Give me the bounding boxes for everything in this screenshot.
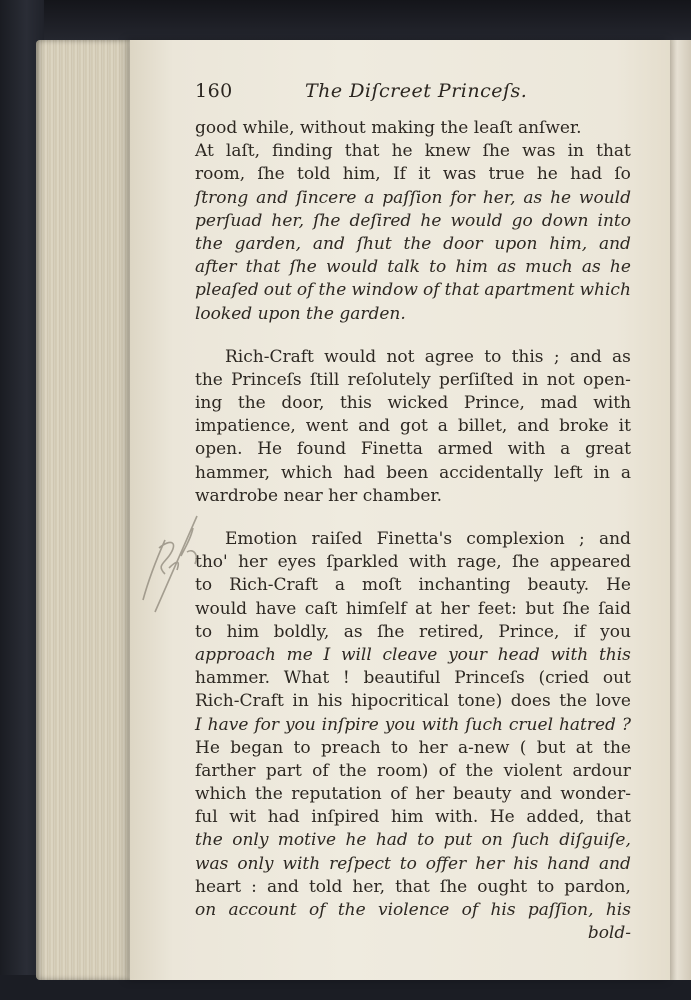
paragraph-gap — [195, 326, 631, 346]
text-line: Rich-Craft in his hipocritical tone) does the love — [195, 691, 631, 712]
text-line: approach me I will cleave your head with this — [195, 644, 631, 665]
text-line: ful wit had inſpired him with. He added, that — [195, 807, 631, 828]
book-cover-top — [0, 0, 691, 40]
paragraph-gap — [195, 508, 631, 528]
text-line: tho' her eyes ſparkled with rage, ſhe appeared — [195, 552, 631, 573]
text-line: ſtrong and ſincere a paſſion for her, as he would — [195, 187, 631, 208]
text-line: to him boldly, as ſhe retired, Prince, if you — [195, 621, 631, 642]
text-line: farther part of the room) of the violent ardour — [195, 760, 631, 781]
page-number: 160 — [195, 80, 233, 102]
text-line: wardrobe near her chamber. — [195, 485, 443, 506]
text-line: open. He found Finetta armed with a great — [195, 439, 631, 460]
text-line: bold- — [587, 923, 631, 944]
text-line: after that ſhe would talk to him as much as he — [195, 257, 631, 278]
right-page-edge — [668, 40, 691, 980]
text-line: I have for you inſpire you with ſuch cruel hatred ? — [195, 714, 631, 735]
text-line: ing the door, this wicked Prince, mad with — [195, 393, 631, 414]
text-line: impatience, went and got a billet, and broke it — [195, 416, 631, 437]
text-line: hammer. What ! beautiful Princeſs (cried out — [195, 668, 631, 689]
text-line: was only with reſpect to offer her his hand and — [195, 853, 631, 874]
running-title: The Diſcreet Princeſs. — [305, 80, 528, 102]
text-line: Rich-Craft would not agree to this ; and as — [225, 346, 631, 367]
text-line: good while, without making the leaſt anſwer. — [195, 118, 582, 138]
text-line: perſuad her, ſhe deſired he would go down into — [195, 210, 631, 231]
text-line: which the reputation of her beauty and wonder- — [195, 784, 631, 805]
text-line: on account of the violence of his paſſion, his — [195, 900, 631, 920]
page-text — [195, 117, 631, 945]
text-line: looked upon the garden. — [195, 303, 406, 324]
margin-annotation — [135, 508, 205, 618]
text-line: Emotion raiſed Finetta's complexion ; and — [225, 529, 631, 549]
text-line: the garden, and ſhut the door upon him, and — [195, 233, 631, 254]
page-header — [195, 80, 635, 108]
text-line: At laſt, finding that he knew ſhe was in that — [195, 141, 631, 162]
text-line: to Rich-Craft a moſt inchanting beauty. He — [195, 575, 631, 596]
text-line: the Princeſs ſtill reſolutely perſiſted in not open- — [195, 369, 631, 390]
text-line: room, ſhe told him, If it was true he had ſo — [195, 164, 631, 185]
text-line: hammer, which had been accidentally left in a — [195, 462, 631, 483]
text-line: heart : and told her, that ſhe ought to pardon, — [195, 876, 631, 897]
text-line: the only motive he had to put on ſuch diſguiſe, — [195, 830, 631, 851]
text-line: He began to preach to her a-new ( but at the — [195, 737, 631, 758]
text-line: pleaſed out of the window of that apartment which — [195, 280, 631, 301]
text-line: would have caſt himſelf at her feet: but ſhe ſaid — [195, 598, 631, 619]
